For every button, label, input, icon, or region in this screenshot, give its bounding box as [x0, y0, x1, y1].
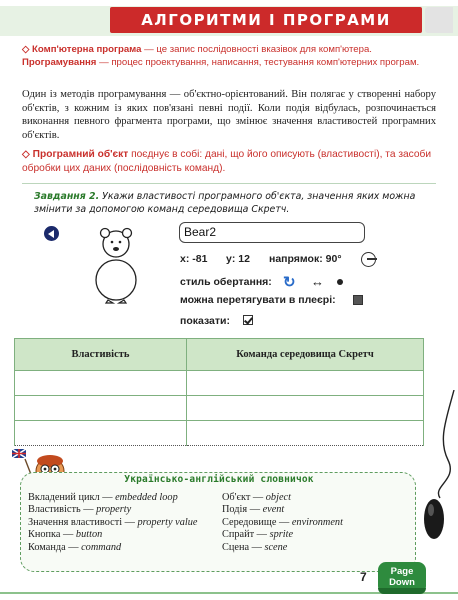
table-row [15, 371, 424, 396]
page-number: 7 [360, 570, 367, 584]
dictionary-entry: Об'єкт — object [222, 492, 291, 503]
dictionary-left-column [28, 492, 197, 554]
y-coordinate: y: 12 [226, 253, 250, 265]
draggable-label: можна перетягувати в плеєрі: [180, 294, 336, 306]
draggable-checkbox[interactable] [353, 295, 363, 305]
table-cell[interactable] [187, 421, 424, 446]
show-checkbox[interactable] [243, 315, 253, 325]
dictionary-entry: Кнопка — button [28, 529, 103, 541]
header-tab [425, 7, 453, 33]
programming-term: Програмування [22, 57, 97, 68]
table-row [15, 421, 424, 446]
table-cell[interactable] [187, 396, 424, 421]
dictionary-entry: Вкладений цикл — embedded loop [28, 492, 178, 503]
program-object-term: Програмний об'єкт [32, 149, 129, 160]
program-definition: ◇ Комп'ютерна програма — це запис послідовності вказівок для комп'ютера. Програмування — процес проектування, написання, тестування комп'ютерних програм. [22, 44, 420, 68]
program-def: — це запис послідовності вказівок для комп'ютера. [141, 44, 372, 55]
back-arrow-icon[interactable] [44, 226, 59, 241]
direction-dial-icon[interactable] [361, 252, 376, 267]
intro-paragraph: Один із методів програмування — об'єктно-орієнтований. Він полягає у створенні набору об'єктів, з кожним із яких пов'язані певні події. Коли подія відбулась, розпочинається виконання певного фрагмента програми, що змінює значення властивостей програмних об'єктів. [22, 89, 436, 141]
x-coordinate: x: -81 [180, 253, 208, 265]
left-right-flip-icon[interactable]: ↔ [311, 274, 324, 289]
dictionary-entry: Сцена — scene [222, 541, 288, 553]
sprite-name-input[interactable]: Bear2 [179, 222, 365, 243]
table-cell[interactable] [15, 371, 187, 396]
table-cell[interactable] [15, 396, 187, 421]
page-down-line2: Down [389, 577, 415, 588]
table-header-property: Властивість [15, 339, 187, 371]
program-object-def: поєднує в собі: дані, що його описують (властивості), та засоби обробки цих даних (послідовність команд). [22, 149, 432, 174]
direction-readout: напрямок: 90° [269, 253, 342, 265]
properties-table [14, 338, 424, 446]
no-rotate-icon[interactable] [337, 279, 343, 285]
dictionary-entry: Подія — event [222, 504, 285, 516]
dictionary-entry: Середовище — environment [222, 516, 343, 528]
task-text [34, 190, 434, 216]
table-cell[interactable] [187, 371, 424, 396]
table-row [15, 396, 424, 421]
computer-mouse-icon [423, 498, 445, 540]
program-term: Комп'ютерна програма [32, 44, 142, 55]
dictionary-entry: Спрайт — sprite [222, 529, 294, 541]
bear-sprite-image [88, 226, 144, 304]
rotate-all-around-icon[interactable]: ↻ [283, 274, 296, 291]
page-title: АЛГОРИТМИ І ПРОГРАМИ [141, 11, 391, 29]
dictionary-entry: Властивість — property [28, 504, 132, 516]
table-cell[interactable] [15, 421, 187, 446]
dictionary-right-column [222, 492, 343, 554]
section-divider [22, 183, 436, 184]
dictionary-entry: Значення властивості — property value [28, 516, 198, 528]
page-down-line1: Page [390, 566, 414, 577]
dictionary-title: Українсько-англійський словничок [124, 474, 314, 485]
task-label: Завдання 2. [34, 191, 100, 202]
task-description: Укажи властивості програмного об'єкта, значення яких можна змінити за допомогою команд середовища Скретч. [34, 191, 416, 215]
page-down-button[interactable] [378, 562, 426, 594]
dictionary-entry: Команда — command [28, 541, 122, 553]
table-header-command: Команда середовища Скретч [187, 339, 424, 371]
show-label: показати: [180, 315, 230, 327]
program-object-definition: ◇ Програмний об'єкт поєднує в собі: дані, що його описують (властивості), та засоби обробки цих даних (послідовність команд). [22, 149, 432, 174]
programming-def: — процес проектування, написання, тестування комп'ютерних програм. [96, 57, 420, 68]
rotation-style-label: стиль обертання: [180, 276, 272, 288]
